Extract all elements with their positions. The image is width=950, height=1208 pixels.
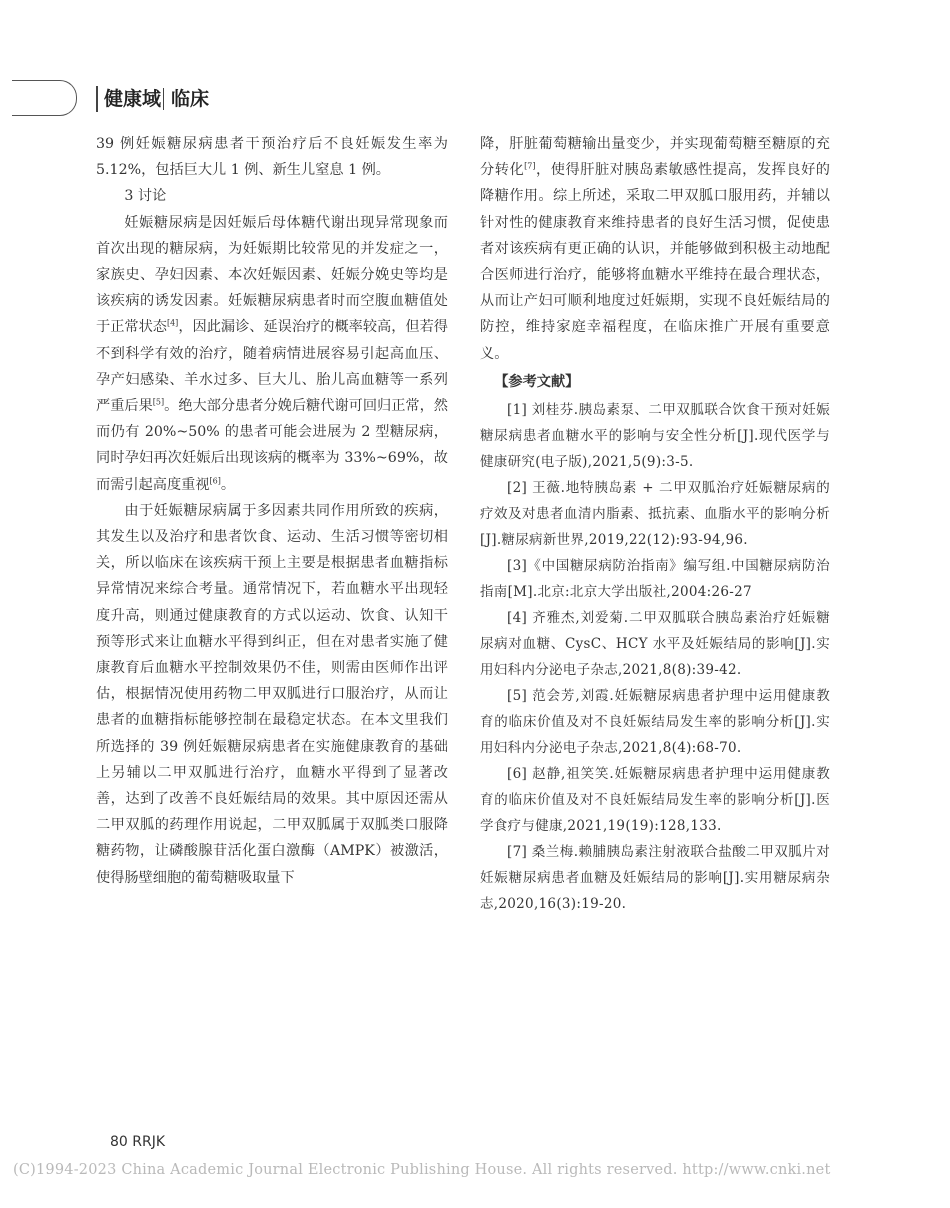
left-column	[96, 131, 448, 891]
citation: [7]	[524, 161, 536, 171]
header-section: 健康域	[104, 88, 162, 110]
discussion-heading: 3 讨论	[124, 188, 167, 205]
header-tab-shape	[12, 80, 77, 116]
page-number: 80 RRJK	[110, 1134, 166, 1150]
discussion-paragraph-1: 妊娠糖尿病是因妊娠后母体糖代谢出现异常现象而首次出现的糖尿病，为妊娠期比较常见的并发症之一，家族史、孕妇因素、本次妊娠因素、妊娠分娩史等均是该疾病的诱发因素。妊娠糖尿病患者时而空腹血糖值处于正常状态[4]，因此漏诊、延误治疗的概率较高，但若得不到科学有效的治疗，随着病情进展容易引起高血压、孕产妇感染、羊水过多、巨大儿、胎儿高血糖等一系列严重后果[5]。绝大部分患者分娩后糖代谢可回归正常，然而仍有 20%~50% 的患者可能会进展为 2 型糖尿病，同时孕妇再次妊娠后出现该病的概率为 33%~69%，故而需引起高度重视[6]。	[96, 214, 448, 493]
citation: [4]	[166, 318, 179, 328]
reference-item: [3]《中国糖尿病防治指南》编写组.中国糖尿病防治指南[M].北京:北京大学出版社,2004:26-27	[480, 557, 830, 600]
results-paragraph: 39 例妊娠糖尿病患者干预治疗后不良妊娠发生率为 5.12%，包括巨大儿 1 例、新生儿窒息 1 例。	[96, 136, 448, 179]
header-divider	[163, 88, 164, 110]
header-subsection: 临床	[171, 88, 210, 110]
copyright-watermark: (C)1994-2023 China Academic Journal Electronic Publishing House. All rights reserved. http://www.cnki.net	[13, 1162, 831, 1178]
reference-item: [4] 齐雅杰,刘爱菊.二甲双胍联合胰岛素治疗妊娠糖尿病对血糖、CysC、HCY 水平及妊娠结局的影响[J].实用妇科内分泌电子杂志,2021,8(8):39-42.	[480, 609, 830, 678]
reference-item: [7] 桑兰梅.赖脯胰岛素注射液联合盐酸二甲双胍片对妊娠糖尿病患者血糖及妊娠结局的影响[J].实用糖尿病杂志,2020,16(3):19-20.	[480, 843, 830, 912]
reference-item: [5] 范会芳,刘霞.妊娠糖尿病患者护理中运用健康教育的临床价值及对不良妊娠结局发生率的影响分析[J].实用妇科内分泌电子杂志,2021,8(4):68-70.	[480, 687, 830, 756]
reference-item: [6] 赵静,祖笑笑.妊娠糖尿病患者护理中运用健康教育的临床价值及对不良妊娠结局发生率的影响分析[J].医学食疗与健康,2021,19(19):128,133.	[480, 765, 830, 834]
right-column	[480, 131, 830, 917]
references-heading: 【参考文献】	[494, 373, 580, 390]
discussion-paragraph-3: 降，肝脏葡萄糖输出量变少，并实现葡萄糖至糖原的充分转化[7]，使得肝脏对胰岛素敏感性提高，发挥良好的降糖作用。综上所述，采取二甲双胍口服用药，并辅以针对性的健康教育来维持患者的良好生活习惯，促使患者对该疾病有更正确的认识，并能够做到积极主动地配合医师进行治疗，能够将血糖水平维持在最合理状态，从而让产妇可顺利地度过妊娠期，实现不良妊娠结局的防控，维持家庭幸福程度，在临床推广开展有重要意义。	[480, 136, 830, 362]
citation: [5]	[152, 397, 165, 407]
discussion-paragraph-2: 由于妊娠糖尿病属于多因素共同作用所致的疾病，其发生以及治疗和患者饮食、运动、生活习惯等密切相关，所以临床在该疾病干预上主要是根据患者血糖指标异常情况来综合考量。通常情况下，若血糖水平出现轻度升高，则通过健康教育的方式以运动、饮食、认知干预等形式来让血糖水平得到纠正，但在对患者实施了健康教育后血糖水平控制效果仍不佳，则需由医师作出评估，根据情况使用药物二甲双胍进行口服治疗，从而让患者的血糖指标能够控制在最稳定状态。在本文里我们所选择的 39 例妊娠糖尿病患者在实施健康教育的基础上另辅以二甲双胍进行治疗，血糖水平得到了显著改善，达到了改善不良妊娠结局的效果。其中原因还需从二甲双胍的药理作用说起，二甲双胍属于双胍类口服降糖药物，让磷酸腺苷活化蛋白激酶（AMPK）被激活，使得肠壁细胞的葡萄糖吸取量下	[96, 502, 448, 886]
header-bar	[96, 86, 98, 112]
reference-item: [1] 刘桂芬.胰岛素泵、二甲双胍联合饮食干预对妊娠糖尿病患者血糖水平的影响与安全性分析[J].现代医学与健康研究(电子版),2021,5(9):3-5.	[480, 401, 830, 470]
reference-item: [2] 王薇.地特胰岛素 + 二甲双胍治疗妊娠糖尿病的疗效及对患者血清内脂素、抵抗素、血脂水平的影响分析[J].糖尿病新世界,2019,22(12):93-94,96.	[480, 479, 830, 548]
citation: [6]	[209, 475, 221, 485]
